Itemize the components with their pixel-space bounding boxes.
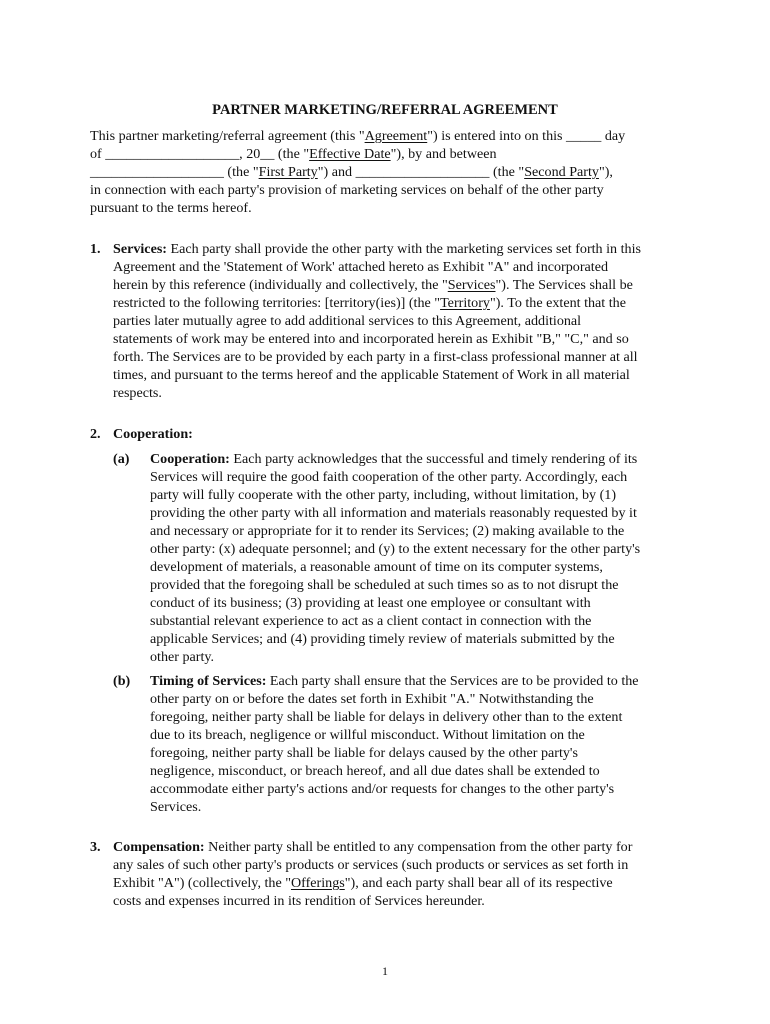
- section-3-line-2: any sales of such other party's products or services (such products or services as set forth in: [113, 857, 629, 873]
- page-number: 1: [382, 964, 388, 978]
- section-3-line-1: Compensation: Neither party shall be entitled to any compensation from the other party for: [113, 839, 633, 855]
- section-1-line-3: herein by this reference (individually and collectively, the "Services"). The Services shall be: [113, 277, 633, 293]
- subsection-b-label: (b): [113, 673, 131, 689]
- section-1-line-2: Agreement and the 'Statement of Work' attached hereto as Exhibit "A" and incorporated: [113, 259, 608, 275]
- subsection-a-line-7: development of materials, a reasonable amount of time on its computer systems,: [150, 559, 603, 575]
- subsection-b-line-8: Services.: [150, 799, 202, 815]
- subsection-b-line-2: other party on or before the dates set forth in Exhibit "A." Notwithstanding the: [150, 691, 594, 707]
- subsection-a-line-11: applicable Services; and (4) providing timely review of materials submitted by the: [150, 631, 615, 647]
- subsection-a-label: (a): [113, 451, 130, 467]
- subsection-a-line-9: conduct of its business; (3) providing at least one employee or consultant with: [150, 595, 591, 611]
- intro-line-3: ___________________ (the "First Party") and ___________________ (the "Second Party"),: [90, 164, 613, 180]
- subsection-b-line-4: due to its breach, negligence or willful misconduct. Without limitation on the: [150, 727, 585, 743]
- section-3-line-4: costs and expenses incurred in its rendition of Services hereunder.: [113, 893, 485, 909]
- document-title: PARTNER MARKETING/REFERRAL AGREEMENT: [212, 102, 558, 118]
- subsection-b-line-7: accommodate either party's actions and/or requests for changes to the other party's: [150, 781, 615, 797]
- subsection-a-line-5: and necessary or appropriate for it to render its Services; (2) making available to the: [150, 523, 625, 539]
- section-1-number: 1.: [90, 241, 101, 257]
- subsection-a-line-2: Services will require the good faith cooperation of the other party. Accordingly, each: [150, 469, 628, 485]
- section-1-line-5: parties later mutually agree to add additional services to this Agreement, additional: [113, 313, 582, 329]
- subsection-a-line-6: other party: (x) adequate personnel; and (y) to the extent necessary for the other party's: [150, 541, 641, 557]
- subsection-a-line-10: substantial relevant experience to act as a client contact in connection with the: [150, 613, 592, 629]
- subsection-a-line-12: other party.: [150, 649, 215, 665]
- section-1-line-6: statements of work may be entered into and incorporated herein as Exhibit "B," "C," and so: [113, 331, 629, 347]
- section-3-line-3: Exhibit "A") (collectively, the "Offerings"), and each party shall bear all of its respective: [113, 875, 613, 891]
- section-1-line-1: Services: Each party shall provide the other party with the marketing services set forth in this: [113, 241, 641, 257]
- intro-line-2: of ___________________, 20__ (the "Effective Date"), by and between: [90, 146, 497, 162]
- subsection-a-line-4: providing the other party with all information and materials reasonably requested by it: [150, 505, 637, 521]
- subsection-b-line-3: foregoing, neither party shall be liable for delays in delivery other than to the extent: [150, 709, 623, 725]
- section-2-number: 2.: [90, 426, 101, 442]
- subsection-b-line-5: foregoing, neither party shall be liable for delays caused by the other party's: [150, 745, 578, 761]
- subsection-b-line-1: Timing of Services: Each party shall ensure that the Services are to be provided to the: [150, 673, 639, 689]
- section-1-line-7: forth. The Services are to be provided by each party in a first-class professional manner at all: [113, 349, 638, 365]
- intro-line-4: in connection with each party's provision of marketing services on behalf of the other party: [90, 182, 604, 198]
- section-3-number: 3.: [90, 839, 101, 855]
- subsection-a-line-1: Cooperation: Each party acknowledges that the successful and timely rendering of its: [150, 451, 638, 467]
- subsection-a-line-3: party will fully cooperate with the other party, including, without limitation, by (1): [150, 487, 617, 503]
- intro-line-5: pursuant to the terms hereof.: [90, 200, 252, 216]
- section-1-line-4: restricted to the following territories: [territory(ies)] (the "Territory"). To the extent that the: [113, 295, 626, 311]
- section-2-heading: Cooperation:: [113, 426, 193, 442]
- section-1-line-8: times, and pursuant to the terms hereof and the applicable Statement of Work in all material: [113, 367, 630, 383]
- subsection-b-line-6: negligence, misconduct, or breach hereof, and all due dates shall be extended to: [150, 763, 600, 779]
- section-1-line-9: respects.: [113, 385, 162, 401]
- intro-line-1: This partner marketing/referral agreement (this "Agreement") is entered into on this _____ day: [90, 128, 626, 144]
- subsection-a-line-8: provided that the foregoing shall be scheduled at such times so as to not disrupt the: [150, 577, 619, 593]
